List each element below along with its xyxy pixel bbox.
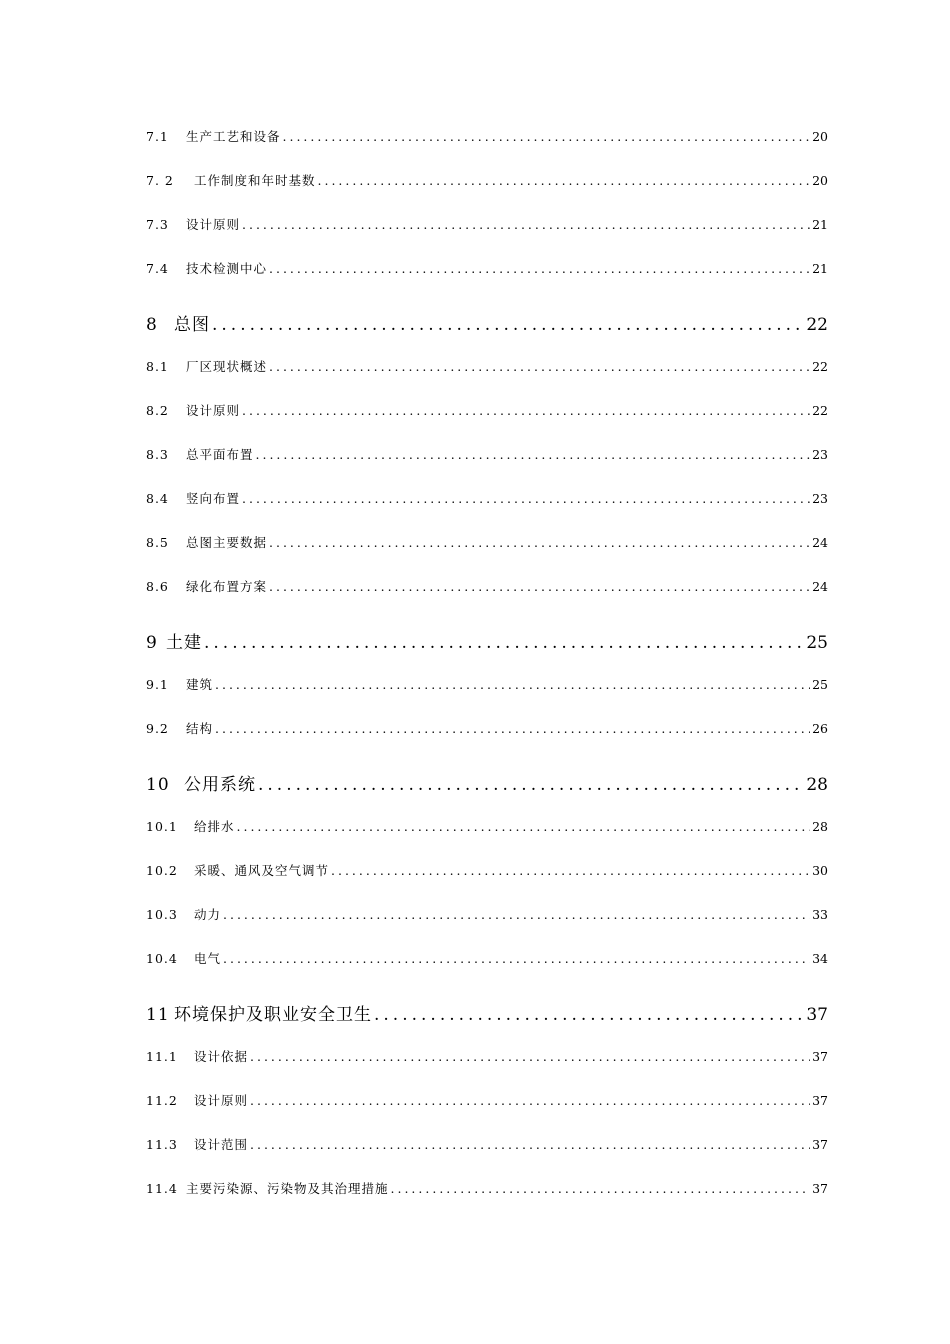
toc-entry-9-1[interactable] (146, 675, 828, 697)
toc-leader-dots (204, 633, 804, 653)
toc-page-number: 25 (806, 633, 828, 653)
toc-entry-11-3[interactable] (146, 1135, 828, 1157)
toc-page-number: 30 (812, 863, 828, 878)
toc-number: 11 (146, 1005, 170, 1025)
toc-page-number: 37 (812, 1049, 828, 1064)
toc-title: 绿化布置方案 (186, 579, 268, 594)
toc-number: 7.1 (146, 129, 169, 144)
toc-page-number: 21 (812, 217, 828, 232)
toc-page-number: 22 (806, 315, 828, 335)
toc-entry-11-1[interactable] (146, 1047, 828, 1069)
toc-leader-dots (242, 491, 810, 506)
toc-title: 环境保护及职业安全卫生 (174, 1005, 372, 1025)
toc-leader-dots (242, 403, 810, 418)
toc-entry-8-1[interactable] (146, 357, 828, 379)
toc-leader-dots (215, 721, 810, 736)
toc-leader-dots (258, 775, 804, 795)
toc-title: 设计原则 (186, 403, 241, 418)
toc-entry-8-3[interactable] (146, 445, 828, 467)
toc-number: 10 (146, 775, 170, 795)
toc-page-number: 20 (812, 173, 828, 188)
toc-page-number: 21 (812, 261, 828, 276)
toc-entry-7-1[interactable] (146, 127, 828, 149)
toc-entry-7-2[interactable] (146, 171, 828, 193)
toc-number: 9.2 (146, 721, 169, 736)
toc-title: 厂区现状概述 (186, 359, 268, 374)
toc-number: 8.6 (146, 579, 169, 594)
toc-entry-8-6[interactable] (146, 577, 828, 599)
toc-leader-dots (212, 315, 804, 335)
toc-title: 建筑 (186, 677, 214, 692)
toc-title: 设计依据 (194, 1049, 249, 1064)
toc-entry-10-3[interactable] (146, 905, 828, 927)
toc-number: 11.2 (146, 1093, 178, 1108)
toc-page-number: 28 (806, 775, 828, 795)
toc-title: 采暖、通风及空气调节 (194, 863, 330, 878)
toc-title: 生产工艺和设备 (186, 129, 281, 144)
toc-page-number: 24 (812, 579, 828, 594)
toc-leader-dots (391, 1181, 811, 1196)
toc-leader-dots (242, 217, 810, 232)
toc-title: 动力 (194, 907, 222, 922)
toc-entry-9[interactable] (146, 628, 828, 654)
toc-leader-dots (215, 677, 810, 692)
toc-number: 11.4 (146, 1181, 178, 1196)
toc-entry-11[interactable] (146, 1000, 828, 1026)
toc-title: 土建 (166, 633, 202, 653)
toc-title: 公用系统 (184, 775, 256, 795)
toc-page-number: 37 (812, 1137, 828, 1152)
toc-number: 10.1 (146, 819, 178, 834)
toc-leader-dots (374, 1005, 804, 1025)
toc-entry-11-4[interactable] (146, 1179, 828, 1201)
toc-entry-7-4[interactable] (146, 259, 828, 281)
toc-number: 8.3 (146, 447, 169, 462)
toc-title: 设计原则 (186, 217, 241, 232)
toc-page-number: 26 (812, 721, 828, 736)
toc-title: 给排水 (194, 819, 235, 834)
toc-leader-dots (250, 1137, 810, 1152)
toc-leader-dots (250, 1093, 810, 1108)
toc-page-number: 37 (812, 1093, 828, 1108)
toc-page-number: 28 (812, 819, 828, 834)
toc-entry-10[interactable] (146, 770, 828, 796)
toc-page-number: 24 (812, 535, 828, 550)
toc-page-number: 34 (812, 951, 828, 966)
toc-page-number: 33 (812, 907, 828, 922)
toc-entry-9-2[interactable] (146, 719, 828, 741)
toc-entry-8-4[interactable] (146, 489, 828, 511)
toc-number: 10.2 (146, 863, 178, 878)
toc-leader-dots (250, 1049, 810, 1064)
toc-page-number: 25 (812, 677, 828, 692)
toc-page-number: 23 (812, 447, 828, 462)
toc-number: 8.5 (146, 535, 169, 550)
toc-number: 8.4 (146, 491, 169, 506)
toc-page-number: 22 (812, 359, 828, 374)
toc-leader-dots (256, 447, 811, 462)
toc-number: 10.3 (146, 907, 178, 922)
toc-title: 主要污染源、污染物及其治理措施 (186, 1181, 389, 1196)
toc-number: 9.1 (146, 677, 169, 692)
toc-page-number: 20 (812, 129, 828, 144)
toc-number: 7. 2 (146, 173, 174, 188)
toc-entry-10-1[interactable] (146, 817, 828, 839)
toc-page-number: 23 (812, 491, 828, 506)
toc-entry-10-4[interactable] (146, 949, 828, 971)
toc-leader-dots (269, 261, 810, 276)
toc-page-number: 37 (812, 1181, 828, 1196)
toc-number: 10.4 (146, 951, 178, 966)
toc-number: 8.2 (146, 403, 169, 418)
toc-leader-dots (269, 359, 810, 374)
toc-entry-7-3[interactable] (146, 215, 828, 237)
toc-number: 11.3 (146, 1137, 178, 1152)
toc-entry-8-2[interactable] (146, 401, 828, 423)
toc-title: 技术检测中心 (186, 261, 268, 276)
toc-leader-dots (237, 819, 811, 834)
toc-page-number: 22 (812, 403, 828, 418)
toc-title: 设计范围 (194, 1137, 249, 1152)
toc-number: 7.4 (146, 261, 169, 276)
toc-entry-11-2[interactable] (146, 1091, 828, 1113)
toc-entry-8[interactable] (146, 310, 828, 336)
toc-entry-8-5[interactable] (146, 533, 828, 555)
toc-entry-10-2[interactable] (146, 861, 828, 883)
toc-number: 11.1 (146, 1049, 178, 1064)
toc-title: 电气 (194, 951, 222, 966)
toc-number: 8 (146, 315, 158, 335)
toc-leader-dots (223, 951, 810, 966)
toc-page-number: 37 (806, 1005, 828, 1025)
toc-leader-dots (223, 907, 810, 922)
toc-leader-dots (269, 535, 810, 550)
toc-title: 设计原则 (194, 1093, 249, 1108)
toc-leader-dots (283, 129, 811, 144)
toc-number: 9 (146, 633, 158, 653)
toc-leader-dots (331, 863, 810, 878)
toc-title: 总图主要数据 (186, 535, 268, 550)
toc-title: 总图 (174, 315, 210, 335)
toc-title: 总平面布置 (186, 447, 254, 462)
toc-leader-dots (269, 579, 810, 594)
toc-title: 结构 (186, 721, 214, 736)
toc-title: 竖向布置 (186, 491, 241, 506)
toc-number: 7.3 (146, 217, 169, 232)
toc-title: 工作制度和年时基数 (194, 173, 316, 188)
toc-leader-dots (318, 173, 811, 188)
toc-number: 8.1 (146, 359, 169, 374)
